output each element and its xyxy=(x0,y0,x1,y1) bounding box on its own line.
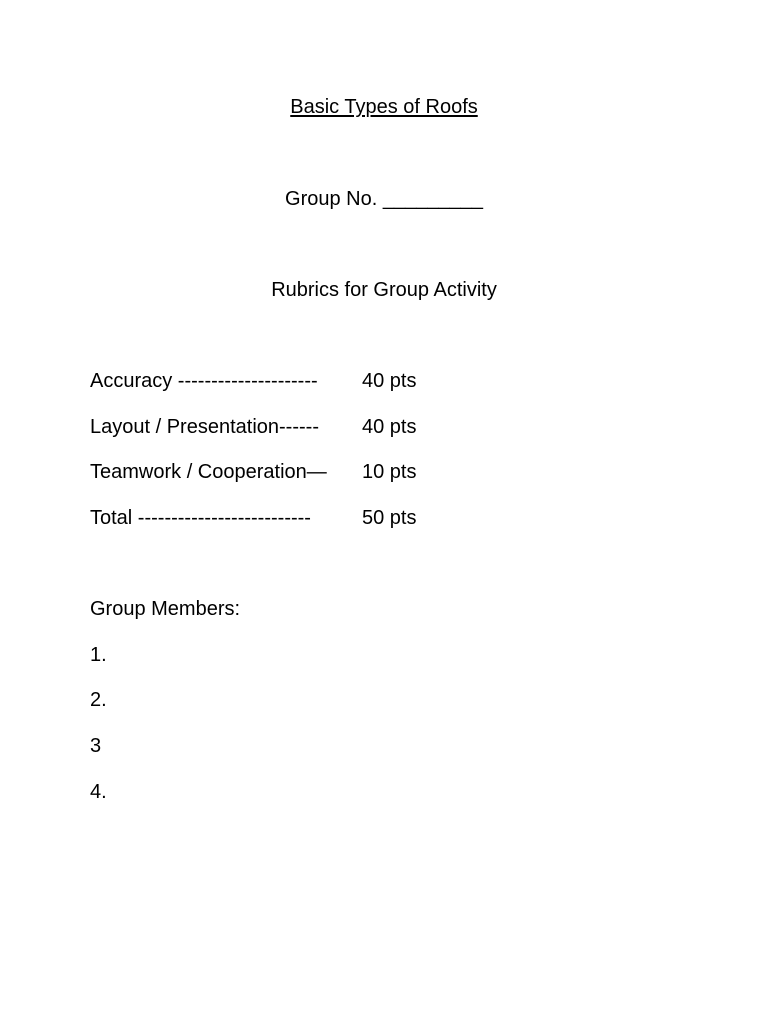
rubric-points: 40 pts xyxy=(362,416,417,438)
rubric-label: Layout / Presentation------ xyxy=(90,416,319,438)
rubric-points: 40 pts xyxy=(362,370,417,392)
rubric-row-accuracy xyxy=(90,369,510,393)
member-list-item: 3 xyxy=(90,735,102,757)
member-list-item: 2. xyxy=(90,689,107,711)
rubric-label: Teamwork / Cooperation— xyxy=(90,461,327,483)
document-title: Basic Types of Roofs xyxy=(290,96,478,118)
rubric-row-total xyxy=(90,506,510,530)
rubric-row-layout-presentation xyxy=(90,415,510,439)
group-members-label: Group Members: xyxy=(90,598,241,620)
group-number-line: Group No. _________ xyxy=(285,188,483,210)
rubric-row-teamwork-cooperation xyxy=(90,460,510,484)
rubric-label: Total -------------------------- xyxy=(90,507,311,529)
rubric-points: 50 pts xyxy=(362,507,417,529)
rubric-label: Accuracy --------------------- xyxy=(90,370,318,392)
rubric-points: 10 pts xyxy=(362,461,417,483)
member-list-item: 1. xyxy=(90,644,107,666)
rubric-heading: Rubrics for Group Activity xyxy=(271,279,497,301)
member-list-item: 4. xyxy=(90,781,107,803)
